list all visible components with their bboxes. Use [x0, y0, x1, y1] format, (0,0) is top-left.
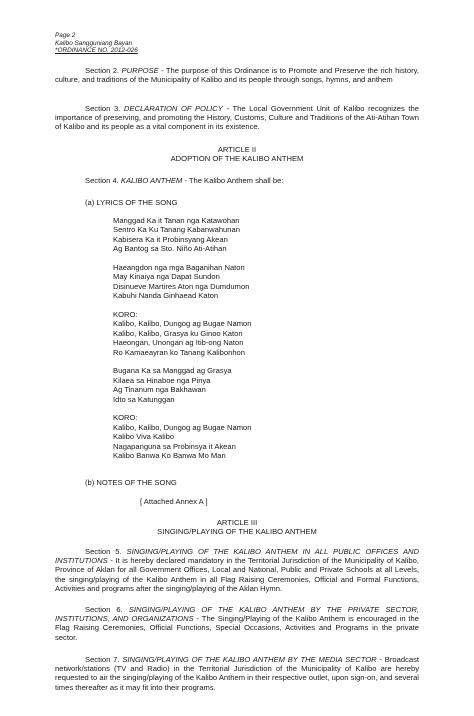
section-6-text: - The Singing/Playing of the Kalibo Anthem is encouraged in the Flag Raising Ceremonies, Official Functions, Special Occasions, Activities and Programs in the private sector.	[55, 614, 419, 642]
lyric-line: Ro Kamaeayran ko Tanang Kalibonhon	[113, 347, 245, 357]
section-4-title: KALIBO ANTHEM	[120, 176, 183, 185]
section-7-text: - Broadcast network/stations (TV and Radio) in the Territorial Jurisdiction of the Municipality of Kalibo are hereby requested to air the singing/playing of the Kalibo Anthem in their respective outlet, upon sign-on, and several times thereafter as it may fit into their programs.	[55, 655, 419, 692]
article-3-heading	[55, 518, 419, 536]
stanza-3	[113, 366, 251, 404]
council-name: Kalibo Sangguniang Bayan	[55, 39, 133, 47]
lyric-line: Kalibo Banwa Ko Banwa Mo Man	[113, 451, 226, 461]
article-2-number: ARTICLE II	[217, 145, 257, 154]
section-2-text: - The purpose of this Ordinance is to Promote and Preserve the rich history, culture, and traditions of the Municipality of Kalibo and its people through songs, hymns, and anthem	[55, 66, 419, 85]
lyric-line: Kalibo, Kalibo, Grasya ku Ginoo Katon	[113, 328, 243, 338]
section-3	[55, 104, 419, 132]
section-5-text: - It is hereby declared mandatory in the Territorial Jurisdiction of the Municipality of Kalibo, Province of Aklan for all Government Offices, Local and National, Public and Private Schools at all Levels, the singing/playing of the Kalibo Anthem in all Flag Raising Ceremonies, Official and Formal Functions, Activities and programs after the singing/playing of the Aklan Hymn.	[55, 556, 419, 593]
lyric-line: Sentro Ka Ku Tanang Kabanwahunan	[113, 225, 240, 235]
stanza-chorus-1	[113, 310, 251, 357]
lyric-line: Disinueve Martires Aton nga Dumdumon	[113, 281, 250, 291]
lyric-line: Bugana Ka sa Manggad ag Grasya	[113, 366, 232, 376]
ordinance-number: *ORDINANCE NO. 2012-026	[55, 47, 138, 55]
section-3-title: DECLARATION OF POLICY	[123, 104, 223, 113]
lyric-line: Kalibo, Kalibo, Dungog ag Bugae Namon	[113, 319, 252, 329]
section-6-title: SINGING/PLAYING OF THE KALIBO ANTHEM BY THE PRIVATE SECTOR, INSTITUTIONS, AND ORGANIZATIONS	[55, 605, 419, 624]
section-3-text: - The Local Government Unit of Kalibo recognizes the importance of preserving, and promoting the History, Customs, Culture and Traditions of the Ati-Atihan Town of Kalibo and its people as a vital component in its existence.	[55, 104, 419, 132]
lyrics-block	[113, 216, 251, 470]
lyric-line: Ag Bantog sa Sto. Niño Ati-Atihan	[113, 244, 227, 254]
section-4	[85, 176, 283, 185]
section-5-label: Section 5.	[85, 547, 122, 556]
notes-heading: (b) NOTES OF THE SONG	[85, 478, 177, 487]
section-7-label: Section 7.	[85, 655, 120, 664]
section-4-text: - The Kalibo Anthem shall be:	[182, 176, 284, 185]
annex-note: [ Attached Annex A ]	[140, 497, 208, 506]
lyrics-heading: (a) LYRICS OF THE SONG	[85, 198, 178, 207]
section-3-label: Section 3.	[85, 104, 121, 113]
lyric-line: Kalibo Viva Kalibo	[113, 432, 175, 442]
lyric-line: Manggad Ka it Tanan nga Katawohan	[113, 216, 240, 225]
section-5-title: SINGING/PLAYING OF THE KALIBO ANTHEM IN ALL PUBLIC OFFICES AND INSTITUTIONS	[55, 547, 419, 566]
page-header	[55, 32, 138, 55]
stanza-2	[113, 263, 251, 301]
lyric-line: Idto sa Katunggan	[113, 394, 175, 404]
article-2-title: ADOPTION OF THE KALIBO ANTHEM	[170, 154, 304, 164]
lyric-line: Haeongan, Unongan ag Itib-ong Naton	[113, 338, 244, 348]
article-2-heading	[55, 145, 419, 163]
page-number: Page 2	[55, 32, 76, 39]
section-7-title: SINGING/PLAYING OF THE KALIBO ANTHEM BY THE MEDIA SECTOR	[122, 655, 377, 664]
lyric-line: Kilaea sa Hinaboe nga Pinya	[113, 375, 211, 385]
lyric-line: Kalibo, Kalibo, Dungog ag Bugae Namon	[113, 422, 252, 432]
section-7	[55, 655, 419, 692]
lyric-line: Nagapanguna sa Probinsya it Akean	[113, 441, 236, 451]
lyric-line: Kabuhi Nanda Ginhaead Katon	[113, 291, 219, 301]
lyric-line: Kabisera Ka it Probinsyang Akean	[113, 234, 228, 244]
lyric-line: KORO:	[113, 413, 138, 423]
lyric-line: May Kinaiya nga Dapat Sundon	[113, 272, 220, 282]
stanza-chorus-2	[113, 413, 251, 460]
lyric-line: Ag Tinanum nga Bakhawan	[113, 385, 206, 395]
section-2-title: PURPOSE	[121, 66, 159, 75]
section-6	[55, 605, 419, 642]
article-3-title: SINGING/PLAYING OF THE KALIBO ANTHEM	[157, 527, 317, 537]
article-3-number: ARTICLE III	[216, 518, 258, 527]
section-5	[55, 547, 419, 593]
section-2	[55, 66, 419, 84]
section-2-label: Section 2.	[85, 66, 120, 75]
section-4-label: Section 4.	[85, 176, 119, 185]
stanza-1	[113, 216, 251, 254]
lyric-line: KORO:	[113, 310, 138, 320]
lyric-line: Haeangdon nga mga Baganihan Naton	[113, 263, 245, 273]
section-6-label: Section 6.	[85, 605, 123, 614]
